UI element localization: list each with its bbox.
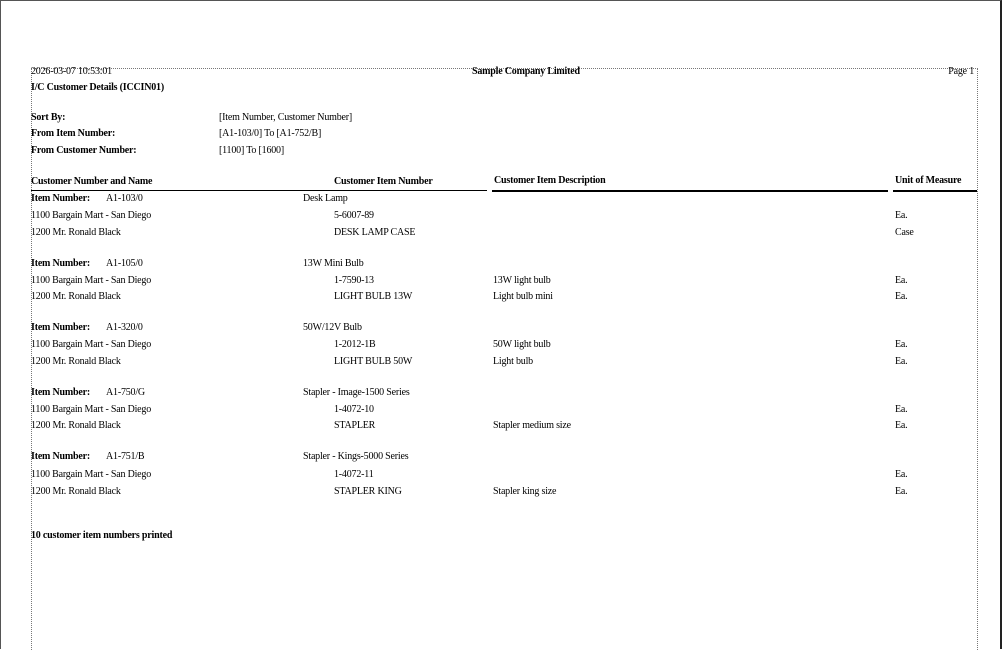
row-customer: 1200 Mr. Ronald Black (31, 291, 121, 302)
header-underline (893, 190, 977, 192)
header-underline (492, 190, 888, 192)
report-datetime: 2026-03-07 10:53:01 (31, 66, 112, 77)
row-description: Stapler medium size (493, 420, 571, 431)
row-description: 13W light bulb (493, 275, 551, 286)
row-description: Light bulb (493, 356, 533, 367)
row-uom: Ea. (895, 275, 908, 286)
group-item-number: A1-751/B (106, 451, 145, 462)
report-title: I/C Customer Details (ICCIN01) (31, 82, 164, 93)
row-uom: Ea. (895, 420, 908, 431)
row-item-number: STAPLER KING (334, 486, 402, 497)
group-item-number: A1-105/0 (106, 258, 143, 269)
group-label: Item Number: (31, 322, 90, 333)
row-customer: 1100 Bargain Mart - San Diego (31, 339, 152, 350)
param-value: [A1-103/0] To [A1-752/B] (219, 128, 322, 139)
row-item-number: 1-2012-1B (334, 339, 376, 350)
row-uom: Ea. (895, 210, 908, 221)
header-underline (31, 190, 487, 191)
param-label: Sort By: (31, 112, 66, 123)
page-number: Page 1 (948, 66, 974, 77)
row-item-number: LIGHT BULB 50W (334, 356, 413, 367)
group-item-number: A1-320/0 (106, 322, 143, 333)
row-item-number: 5-6007-89 (334, 210, 374, 221)
row-uom: Ea. (895, 291, 908, 302)
row-uom: Ea. (895, 339, 908, 350)
row-item-number: LIGHT BULB 13W (334, 291, 413, 302)
group-item-description: Desk Lamp (303, 193, 348, 204)
group-item-number: A1-750/G (106, 387, 145, 398)
param-value: [Item Number, Customer Number] (219, 112, 353, 123)
row-item-number: DESK LAMP CASE (334, 227, 416, 238)
row-description: Stapler king size (493, 486, 557, 497)
group-item-description: Stapler - Image-1500 Series (303, 387, 410, 398)
param-label: From Customer Number: (31, 145, 137, 156)
row-uom: Ea. (895, 404, 908, 415)
company-name: Sample Company Limited (472, 66, 580, 77)
row-description: Light bulb mini (493, 291, 553, 302)
report-summary: 10 customer item numbers printed (31, 530, 173, 541)
col-header-uom: Unit of Measure (895, 175, 962, 186)
row-item-number: STAPLER (334, 420, 376, 431)
row-customer: 1200 Mr. Ronald Black (31, 420, 121, 431)
group-item-description: 13W Mini Bulb (303, 258, 364, 269)
row-item-number: 1-7590-13 (334, 275, 374, 286)
row-customer: 1100 Bargain Mart - San Diego (31, 210, 152, 221)
group-item-number: A1-103/0 (106, 193, 143, 204)
row-customer: 1200 Mr. Ronald Black (31, 356, 121, 367)
row-description: 50W light bulb (493, 339, 551, 350)
param-label: From Item Number: (31, 128, 116, 139)
row-customer: 1200 Mr. Ronald Black (31, 227, 121, 238)
group-label: Item Number: (31, 258, 90, 269)
row-customer: 1100 Bargain Mart - San Diego (31, 404, 152, 415)
group-item-description: Stapler - Kings-5000 Series (303, 451, 409, 462)
row-uom: Ea. (895, 356, 908, 367)
group-label: Item Number: (31, 451, 90, 462)
group-label: Item Number: (31, 387, 90, 398)
group-item-description: 50W/12V Bulb (303, 322, 362, 333)
group-label: Item Number: (31, 193, 90, 204)
col-header-description: Customer Item Description (494, 175, 606, 186)
row-uom: Ea. (895, 486, 908, 497)
row-uom: Case (895, 227, 914, 238)
col-header-customer: Customer Number and Name (31, 176, 153, 187)
row-customer: 1100 Bargain Mart - San Diego (31, 275, 152, 286)
row-item-number: 1-4072-11 (334, 469, 374, 480)
row-customer: 1200 Mr. Ronald Black (31, 486, 121, 497)
param-value: [1100] To [1600] (219, 145, 284, 156)
row-item-number: 1-4072-10 (334, 404, 374, 415)
row-customer: 1100 Bargain Mart - San Diego (31, 469, 152, 480)
row-uom: Ea. (895, 469, 908, 480)
col-header-item-number: Customer Item Number (334, 176, 433, 187)
